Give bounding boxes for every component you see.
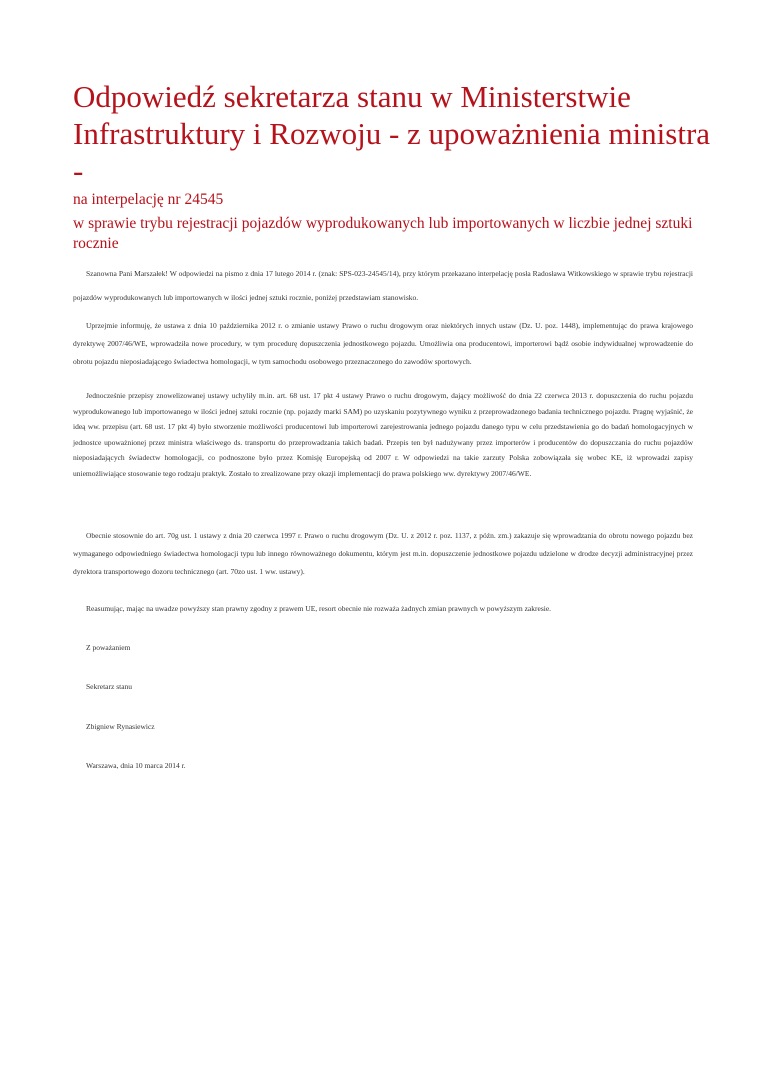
paragraph-summary: Reasumując, mając na uwadze powyższy stan prawny zgodny z prawem UE, resort obecnie nie rozważa żadnych zmian prawnych w powyższym zakresie. bbox=[86, 604, 552, 613]
signatory-name: Zbigniew Rynasiewicz bbox=[86, 722, 155, 731]
signatory-position: Sekretarz stanu bbox=[86, 682, 133, 691]
paragraph-repealed-provisions: Jednocześnie przepisy znowelizowanej ustawy uchyliły m.in. art. 68 ust. 17 pkt 4 ustawy Prawo o ruchu drogowym, dający możliwość do dnia 22 czerwca 2013 r. dopuszczenia do ruchu pojazdu wyprodukowanego lub importowanego w ilości jednej sztuki rocznie (np. pojazdy marki SAM) po uzyskaniu pozytywnego wyniku z przeprowadzonego badania technicznego pojazdu. Pragnę wyjaśnić, że ideą ww. przepisu (art. 68 ust. 17 pkt 4) było stworzenie możliwości producentowi lub importerowi zarejestrowania jednego pojazdu danego typu w celu przedstawienia go do badań homologacyjnych w jednostce upoważnionej przez ministra właściwego ds. transportu do przeprowadzania takich badań. Przepis ten był nadużywany przez importerów i producentów do dopuszczania do ruchu pojazdów nieposiadających świadectw homologacji, co podnoszone było przez Komisję Europejską od 2007 r. W odpowiedzi na takie zarzuty Polska zobowiązała się wobec KE, iż wprowadzi zapisy uniemożliwiające stosowanie tego rodzaju praktyk. Zostało to zrealizowane przy okazji implementacji do prawa polskiego ww. dyrektywy 2007/46/WE. bbox=[73, 391, 693, 478]
paragraph-current-law: Obecnie stosownie do art. 70g ust. 1 ustawy z dnia 20 czerwca 1997 r. Prawo o ruchu drogowym (Dz. U. z 2012 r. poz. 1137, z późn. zm.) zakazuje się wprowadzania do obrotu nowego pojazdu bez wymaganego odpowiedniego świadectwa homologacji typu lub innego równoważnego dokumentu, którym jest m.in. dopuszczenie jednostkowe pojazdu udzielone w drodze decyzji administracyjnej przez dyrektora transportowego dozoru technicznego (art. 70zo ust. 1 ww. ustawy). bbox=[73, 531, 693, 576]
page-title: Odpowiedź sekretarza stanu w Ministerstwie Infrastruktury i Rozwoju - z upoważnienia ministra - bbox=[73, 79, 711, 188]
paragraph-salutation: Szanowna Pani Marszałek! W odpowiedzi na pismo z dnia 17 lutego 2014 r. (znak: SPS-023-24545/14), przy którym przekazano interpelację posła Radosława Witkowskiego w sprawie trybu rejestracji pojazdów wyprodukowanych lub importowanych w ilości jednej sztuki rocznie, poniżej przedstawiam stanowisko. bbox=[73, 269, 693, 302]
paragraph-law-info: Uprzejmie informuję, że ustawa z dnia 10 października 2012 r. o zmianie ustawy Prawo o ruchu drogowym oraz niektórych innych ustaw (Dz. U. poz. 1448), implementując do prawa krajowego dyrektywę 2007/46/WE, wprowadziła nowe procedury, w tym procedurę dopuszczenia jednostkowego pojazdu. Umożliwia ona producentowi, importerowi bądź osobie indywidualnej wprowadzenie do obrotu pojazdu nieposiadającego świadectwa homologacji, w tym samochodu osobowego przeznaczonego do zawodów sportowych. bbox=[73, 321, 693, 366]
place-and-date: Warszawa, dnia 10 marca 2014 r. bbox=[86, 761, 186, 770]
closing-greeting: Z poważaniem bbox=[86, 643, 131, 652]
interpellation-number: na interpelację nr 24545 bbox=[73, 191, 224, 208]
interpellation-topic: w sprawie trybu rejestracji pojazdów wyprodukowanych lub importowanych w liczbie jednej sztuki rocznie bbox=[73, 215, 693, 252]
